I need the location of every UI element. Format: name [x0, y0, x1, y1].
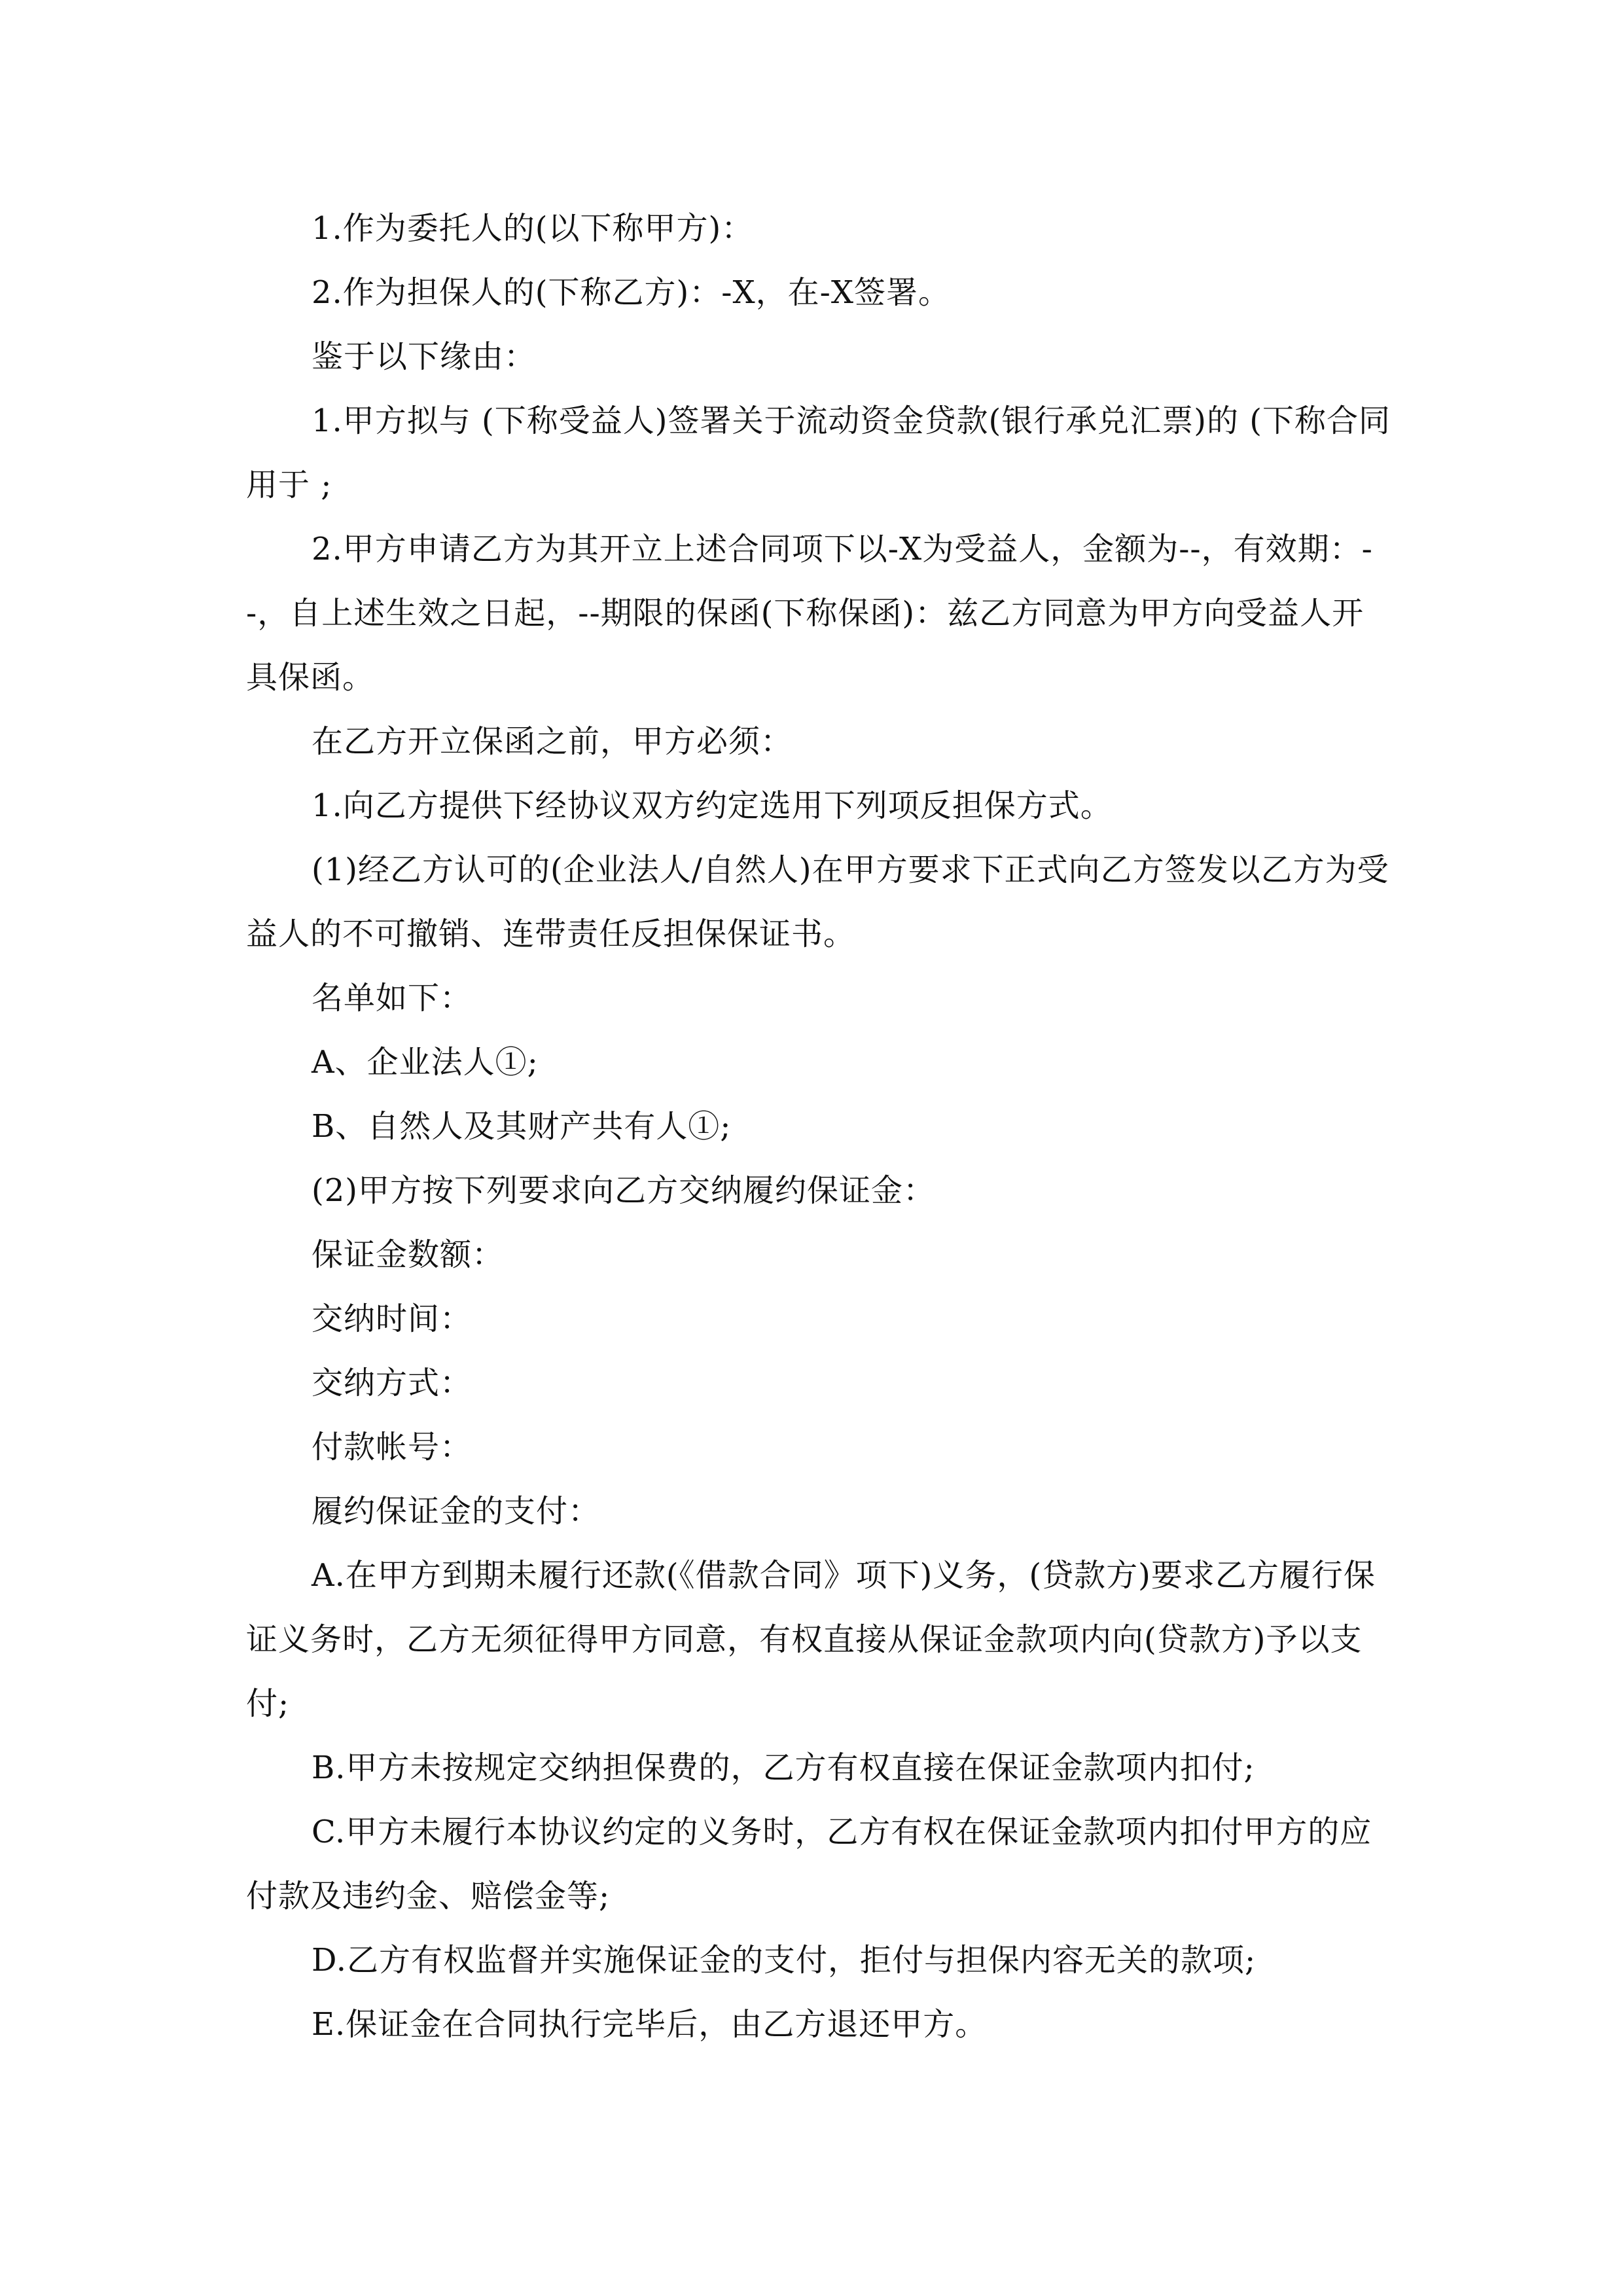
paragraph-3: 鉴于以下缘由：: [312, 338, 537, 375]
paragraph-13: 保证金数额：: [312, 1236, 505, 1273]
paragraph-22: E.保证金在合同执行完毕后，由乙方退还甲方。: [312, 2006, 988, 2043]
paragraph-6: 在乙方开立保函之前，甲方必须：: [312, 723, 793, 760]
paragraph-12: (2)甲方按下列要求向乙方交纳履约保证金：: [312, 1172, 935, 1209]
paragraph-8: (1)经乙方认可的(企业法人/自然人)在甲方要求下正式向乙方签发以乙方为受益人的不可撤销、连带责任反担保保证书。: [246, 852, 1389, 952]
paragraph-16: 付款帐号：: [312, 1429, 473, 1465]
paragraph-21: D.乙方有权监督并实施保证金的支付，拒付与担保内容无关的款项;: [312, 1942, 1257, 1979]
paragraph-5: 2.甲方申请乙方为其开立上述合同项下以-X为受益人，金额为--，有效期：--，自上述生效之日起，--期限的保函(下称保函)：兹乙方同意为甲方向受益人开具保函。: [246, 531, 1373, 696]
paragraph-17: 履约保证金的支付：: [312, 1493, 601, 1530]
paragraph-20: C.甲方未履行本协议约定的义务时，乙方有权在保证金款项内扣付甲方的应付款及违约金、赔偿金等;: [246, 1814, 1372, 1914]
paragraph-1: 1.作为委托人的(以下称甲方)：: [312, 210, 754, 247]
paragraph-15: 交纳方式：: [312, 1365, 473, 1401]
paragraph-14: 交纳时间：: [312, 1300, 473, 1337]
paragraph-2: 2.作为担保人的(下称乙方)：-X，在-X签署。: [312, 274, 951, 311]
paragraph-18: A.在甲方到期未履行还款(《借款合同》项下)义务，(贷款方)要求乙方履行保证义务时，乙方无须征得甲方同意，有权直接从保证金款项内向(贷款方)予以支付;: [246, 1557, 1376, 1722]
paragraph-10: A、企业法人①;: [312, 1044, 539, 1081]
paragraph-4: 1.甲方拟与 (下称受益人)签署关于流动资金贷款(银行承兑汇票)的 (下称合同用于 ;: [246, 403, 1391, 503]
paragraph-7: 1.向乙方提供下经协议双方约定选用下列项反担保方式。: [312, 787, 1113, 824]
document-body: [246, 196, 1391, 2056]
paragraph-19: B.甲方未按规定交纳担保费的，乙方有权直接在保证金款项内扣付;: [312, 1749, 1255, 1786]
paragraph-9: 名单如下：: [312, 980, 473, 1016]
paragraph-11: B、自然人及其财产共有人①;: [312, 1108, 732, 1145]
